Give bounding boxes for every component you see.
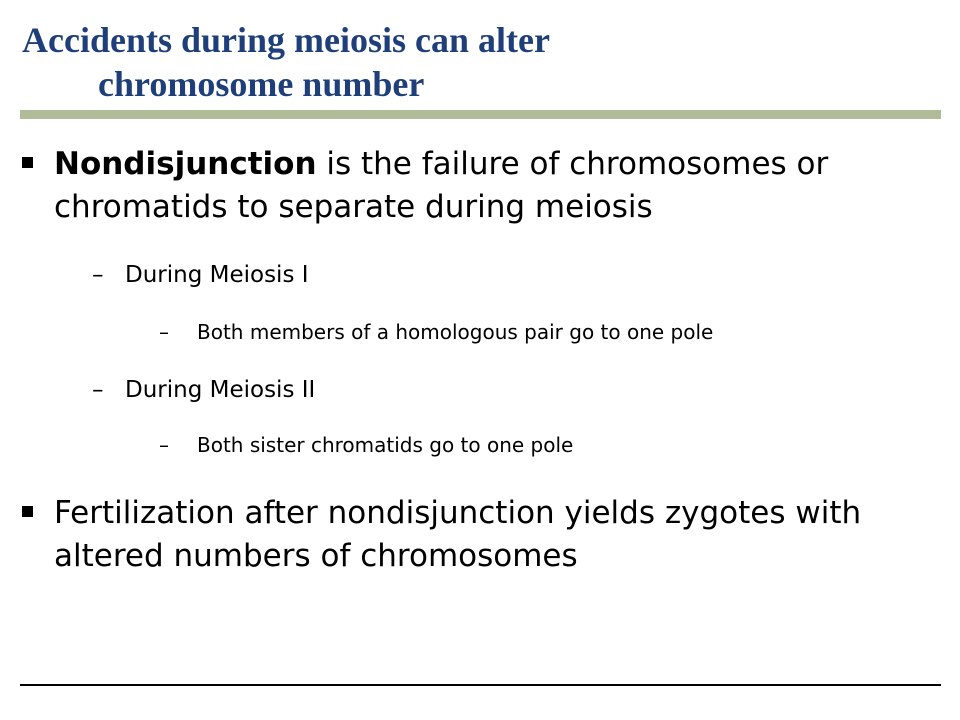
dash-marker: –	[159, 433, 169, 457]
bullet-fertilization	[22, 492, 902, 578]
bullet-body: is the failure of chromosomes or chromatids to separate during meiosis	[54, 146, 829, 225]
dash-marker: –	[92, 262, 104, 288]
sub-bullet-label: During Meiosis II	[125, 377, 316, 403]
bullet-text: Fertilization after nondisjunction yields zygotes with altered numbers of chromosomes	[54, 495, 862, 574]
square-bullet-icon	[22, 506, 33, 517]
title-divider	[20, 110, 941, 119]
bullet-text	[54, 143, 902, 229]
title-line-2: chromosome number	[98, 64, 425, 104]
bullet-nondisjunction	[22, 143, 902, 229]
slide-title	[22, 18, 922, 106]
detail-meiosis-1	[159, 318, 713, 346]
square-bullet-icon	[22, 157, 33, 168]
bold-term: Nondisjunction	[54, 146, 317, 182]
title-line-1: Accidents during meiosis can alter	[22, 20, 550, 60]
sub-bullet-label: During Meiosis I	[125, 262, 309, 288]
detail-text: Both sister chromatids go to one pole	[197, 433, 574, 457]
sub-bullet-meiosis-2	[92, 375, 315, 405]
detail-meiosis-2	[159, 431, 573, 459]
detail-text: Both members of a homologous pair go to one pole	[197, 320, 714, 344]
dash-marker: –	[92, 377, 104, 403]
sub-bullet-meiosis-1	[92, 260, 309, 290]
dash-marker: –	[159, 320, 169, 344]
footer-divider	[20, 684, 941, 686]
